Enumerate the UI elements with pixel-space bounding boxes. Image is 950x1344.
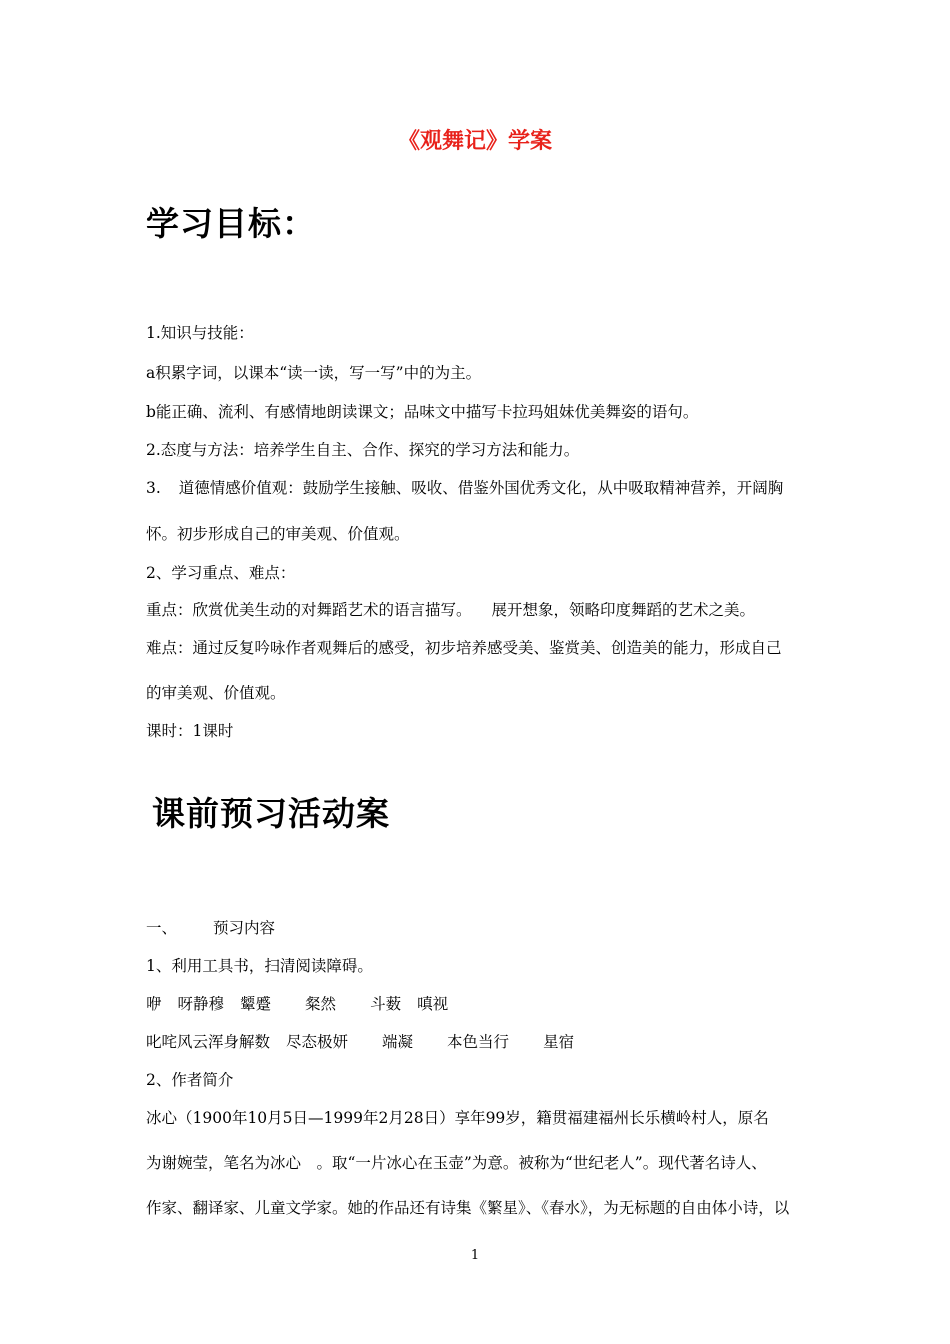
focus-part-a: 重点：欣赏优美生动的对舞蹈艺术的语言描写。 — [146, 601, 472, 619]
author-bio-line2: 为谢婉莹，笔名为冰心 。取“一片冰心在玉壶”为意。被称为“世纪老人”。现代著名诗人、 — [146, 1154, 767, 1172]
vocab-row-2 — [146, 1032, 574, 1052]
vocab-word: 咿 — [146, 995, 162, 1013]
objective-item-a: a积累字词，以课本“读一读，写一写”中的为主。 — [146, 364, 482, 382]
objective-attitude: 2.态度与方法：培养学生自主、合作、探究的学习方法和能力。 — [146, 441, 580, 459]
preview-part-number: 一、 — [146, 919, 178, 937]
author-bio-line1: 冰心（1900年10月5日—1999年2月28日）享年99岁，籍贯福建福州长乐横岭村人，原名 — [146, 1109, 769, 1127]
preview-part-heading — [146, 918, 275, 938]
section-heading-preview: 课前预习活动案 — [152, 794, 390, 833]
objective-knowledge-title: 1.知识与技能： — [146, 324, 254, 342]
vocab-word: 颦蹙 — [240, 995, 272, 1013]
key-points-title: 2、学习重点、难点： — [146, 564, 296, 582]
objective-values-text: 道德情感价值观：鼓励学生接触、吸收、借鉴外国优秀文化，从中吸取精神营养，开阔胸 — [178, 479, 784, 497]
vocab-word: 端凝 — [382, 1033, 414, 1051]
vocab-word: 粲然 — [305, 995, 337, 1013]
focus-part-b: 展开想象，领略印度舞蹈的艺术之美。 — [491, 601, 756, 619]
vocab-word: 呀静穆 — [177, 995, 225, 1013]
key-points-focus — [146, 600, 755, 620]
vocab-word: 叱咤风云浑身解数 — [146, 1033, 271, 1051]
vocab-row-1 — [146, 994, 448, 1014]
vocab-word: 本色当行 — [447, 1033, 510, 1051]
vocab-word: 尽态极妍 — [286, 1033, 349, 1051]
key-points-difficulty-line1: 难点：通过反复吟咏作者观舞后的感受，初步培养感受美、鉴赏美、创造美的能力，形成自己 — [146, 639, 782, 657]
objective-values-line1 — [146, 478, 783, 498]
preview-step1: 1、利用工具书，扫清阅读障碍。 — [146, 957, 373, 975]
vocab-word: 星宿 — [543, 1033, 575, 1051]
objective-item-b: b能正确、流利、有感情地朗读课文；品味文中描写卡拉玛姐妹优美舞姿的语句。 — [146, 403, 699, 421]
page-number: 1 — [470, 1248, 480, 1263]
section-heading-objectives: 学习目标： — [146, 204, 316, 243]
key-points-difficulty-line2: 的审美观、价值观。 — [146, 684, 286, 702]
vocab-word: 斗薮 — [370, 995, 402, 1013]
vocab-word: 嗔视 — [417, 995, 449, 1013]
author-bio-line3: 作家、翻译家、儿童文学家。她的作品还有诗集《繁星》、《春水》，为无标题的自由体小诗，以 — [146, 1199, 790, 1217]
preview-step2: 2、作者简介 — [146, 1071, 234, 1089]
objective-values-number: 3. — [146, 479, 161, 497]
class-hours: 课时：1课时 — [146, 722, 234, 740]
preview-part-title: 预习内容 — [213, 919, 276, 937]
objective-values-line2: 怀。初步形成自己的审美观、价值观。 — [146, 525, 410, 543]
document-title: 《观舞记》学案 — [397, 129, 552, 154]
